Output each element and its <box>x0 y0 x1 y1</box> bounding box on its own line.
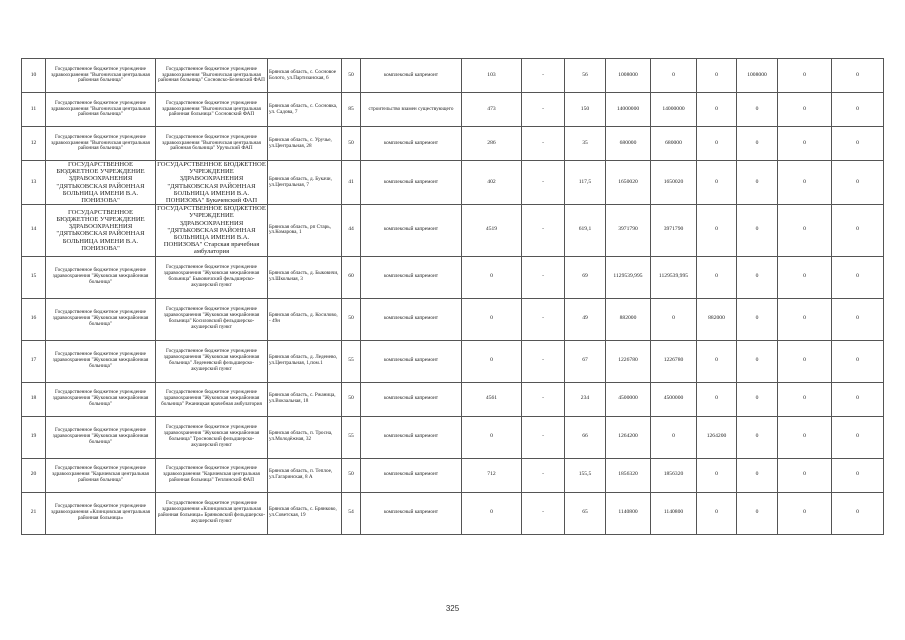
cell-year-4: 0 <box>778 416 832 458</box>
cell-year-2: 0 <box>697 340 737 382</box>
table-row <box>22 127 884 161</box>
cell-work-type: комплексный капремонт <box>361 205 462 256</box>
cell-organization: ГОСУДАРСТВЕННОЕ БЮДЖЕТНОЕ УЧРЕЖДЕНИЕ ЗДРАВООХРАНЕНИЯ "ДЯТЬКОВСКАЯ РАЙОННАЯ БОЛЬНИЦА ИМЕНИ В.А. ПОНИЗОВА" <box>46 205 156 256</box>
cell-work-type: комплексный капремонт <box>361 340 462 382</box>
cell-year-3: 0 <box>737 256 778 298</box>
cell-total-cost: 1129539,995 <box>606 256 651 298</box>
cell-value-8: 65 <box>565 492 606 534</box>
cell-year-4: 0 <box>778 161 832 205</box>
cell-year-3: 0 <box>737 340 778 382</box>
cell-value-4: 50 <box>342 298 361 340</box>
cell-row-number: 13 <box>22 161 46 205</box>
cell-year-3: 0 <box>737 492 778 534</box>
cell-value-4: 85 <box>342 93 361 127</box>
cell-organization: Государственное бюджетное учреждение здравоохранения "Выгоничская центральная районная больница" <box>46 59 156 93</box>
cell-organization: Государственное бюджетное учреждение здравоохранения "Жуковская межрайонная больница" <box>46 416 156 458</box>
cell-value-6: 286 <box>462 127 522 161</box>
cell-facility: Государственное бюджетное учреждение здравоохранения "Карачевская центральная районная больница" Теплинский ФАП <box>156 458 268 492</box>
cell-row-number: 12 <box>22 127 46 161</box>
cell-year-4: 0 <box>778 127 832 161</box>
cell-year-3: 1008000 <box>737 59 778 93</box>
cell-address: Брянская область, д. Леденево, ул.Центральная, 1,пом.1 <box>268 340 342 382</box>
cell-value-6: 0 <box>462 340 522 382</box>
cell-facility: Государственное бюджетное учреждение здравоохранения "Жуковская межрайонная больница" Леденевский фельдшерско-акушерский пункт <box>156 340 268 382</box>
table-row <box>22 298 884 340</box>
table-row <box>22 93 884 127</box>
cell-value-6: 0 <box>462 492 522 534</box>
cell-work-type: комплексный капремонт <box>361 382 462 416</box>
cell-organization: ГОСУДАРСТВЕННОЕ БЮДЖЕТНОЕ УЧРЕЖДЕНИЕ ЗДРАВООХРАНЕНИЯ "ДЯТЬКОВСКАЯ РАЙОННАЯ БОЛЬНИЦА ИМЕНИ В.А. ПОНИЗОВА" <box>46 161 156 205</box>
cell-year-2: 0 <box>697 127 737 161</box>
cell-facility: Государственное бюджетное учреждение здравоохранения "Жуковская межрайонная больница" Тросновский фельдшерско-акушерский пункт <box>156 416 268 458</box>
cell-year-1: 1140800 <box>651 492 697 534</box>
cell-year-5: 0 <box>832 205 884 256</box>
table-row <box>22 340 884 382</box>
cell-value-6: 402 <box>462 161 522 205</box>
cell-year-1: 680000 <box>651 127 697 161</box>
cell-year-3: 0 <box>737 161 778 205</box>
cell-value-4: 44 <box>342 205 361 256</box>
cell-year-4: 0 <box>778 458 832 492</box>
cell-address: Брянская область, с. Сосновка, ул. Садова, 7 <box>268 93 342 127</box>
cell-year-1: 14000000 <box>651 93 697 127</box>
cell-value-7: - <box>522 492 565 534</box>
cell-value-8: 69 <box>565 256 606 298</box>
cell-organization: Государственное бюджетное учреждение здравоохранения "Жуковская межрайонная больница" <box>46 382 156 416</box>
cell-row-number: 18 <box>22 382 46 416</box>
cell-value-4: 50 <box>342 382 361 416</box>
cell-work-type: комплексный капремонт <box>361 298 462 340</box>
cell-year-2: 0 <box>697 458 737 492</box>
cell-address: Брянская область, с. Брянково, ул.Советская, 19 <box>268 492 342 534</box>
table-row <box>22 256 884 298</box>
cell-value-8: 56 <box>565 59 606 93</box>
cell-work-type: комплексный капремонт <box>361 458 462 492</box>
cell-year-4: 0 <box>778 59 832 93</box>
cell-address: Брянская область, д. Быковичи, ул.Школьная, 3 <box>268 256 342 298</box>
cell-row-number: 10 <box>22 59 46 93</box>
cell-organization: Государственное бюджетное учреждение здравоохранения «Клинцовская центральная районная больница» <box>46 492 156 534</box>
cell-year-1: 0 <box>651 59 697 93</box>
cell-work-type: комплексный капремонт <box>361 161 462 205</box>
table-row <box>22 382 884 416</box>
cell-value-4: 55 <box>342 416 361 458</box>
cell-row-number: 20 <box>22 458 46 492</box>
cell-value-4: 55 <box>342 340 361 382</box>
cell-facility: Государственное бюджетное учреждение здравоохранения "Жуковская межрайонная больница" Ржаницкая врачебная амбулатория <box>156 382 268 416</box>
cell-row-number: 21 <box>22 492 46 534</box>
cell-year-4: 0 <box>778 93 832 127</box>
cell-value-8: 155,5 <box>565 458 606 492</box>
cell-row-number: 16 <box>22 298 46 340</box>
cell-year-2: 0 <box>697 256 737 298</box>
cell-year-5: 0 <box>832 59 884 93</box>
cell-year-3: 0 <box>737 382 778 416</box>
cell-row-number: 19 <box>22 416 46 458</box>
cell-value-7: - <box>522 416 565 458</box>
cell-year-1: 0 <box>651 298 697 340</box>
cell-total-cost: 1008000 <box>606 59 651 93</box>
cell-value-4: 60 <box>342 256 361 298</box>
cell-value-8: 35 <box>565 127 606 161</box>
cell-year-2: 0 <box>697 492 737 534</box>
cell-total-cost: 1226780 <box>606 340 651 382</box>
cell-address: Брянская область, с. Ржаница, ул.Вокзальная, 18 <box>268 382 342 416</box>
cell-year-1: 1129539,995 <box>651 256 697 298</box>
cell-value-8: 67 <box>565 340 606 382</box>
cell-facility: Государственное бюджетное учреждение здравоохранения "Выгоничская центральная районная больница" Уручьский ФАП <box>156 127 268 161</box>
cell-year-2: 1264200 <box>697 416 737 458</box>
cell-year-1: 1856320 <box>651 458 697 492</box>
cell-year-3: 0 <box>737 127 778 161</box>
cell-year-1: 3971790 <box>651 205 697 256</box>
cell-value-6: 103 <box>462 59 522 93</box>
cell-total-cost: 882000 <box>606 298 651 340</box>
cell-value-7: - <box>522 59 565 93</box>
cell-total-cost: 3971790 <box>606 205 651 256</box>
cell-year-2: 0 <box>697 382 737 416</box>
cell-work-type: комплексный капремонт <box>361 492 462 534</box>
cell-facility: ГОСУДАРСТВЕННОЕ БЮДЖЕТНОЕ УЧРЕЖДЕНИЕ ЗДРАВООХРАНЕНИЯ "ДЯТЬКОВСКАЯ РАЙОННАЯ БОЛЬНИЦА ИМЕНИ В.А. ПОНИЗОВА" Старская врачебная амбулатория <box>157 205 266 256</box>
cell-facility: Государственное бюджетное учреждение здравоохранения "Выгоничская центральная районная больница" Сосновский ФАП <box>156 93 268 127</box>
cell-value-4: 50 <box>342 59 361 93</box>
cell-year-4: 0 <box>778 492 832 534</box>
cell-year-4: 0 <box>778 340 832 382</box>
cell-work-type: комплексный капремонт <box>361 256 462 298</box>
cell-row-number: 11 <box>22 93 46 127</box>
cell-year-2: 0 <box>697 93 737 127</box>
cell-year-5: 0 <box>832 127 884 161</box>
cell-year-1: 4500000 <box>651 382 697 416</box>
cell-value-7: - <box>522 127 565 161</box>
cell-value-6: 712 <box>462 458 522 492</box>
cell-value-7: - <box>522 340 565 382</box>
cell-year-3: 0 <box>737 458 778 492</box>
cell-work-type: строительство взамен существующего <box>361 93 462 127</box>
cell-year-5: 0 <box>832 256 884 298</box>
cell-address: Брянская область, д. Букачи, ул.Центральная, 7 <box>268 161 342 205</box>
cell-value-8: 66 <box>565 416 606 458</box>
cell-facility: ГОСУДАРСТВЕННОЕ БЮДЖЕТНОЕ УЧРЕЖДЕНИЕ ЗДРАВООХРАНЕНИЯ "ДЯТЬКОВСКАЯ РАЙОННАЯ БОЛЬНИЦА ИМЕНИ В.А. ПОНИЗОВА" Букачевский ФАП <box>157 161 266 205</box>
cell-address: Брянская область, с. Уручье, ул.Центральная, 28 <box>268 127 342 161</box>
cell-organization: Государственное бюджетное учреждение здравоохранения "Жуковская межрайонная больница" <box>46 298 156 340</box>
cell-address: Брянская область, п. Тросна, ул.Молодёжная, 32 <box>268 416 342 458</box>
cell-year-4: 0 <box>778 382 832 416</box>
cell-year-3: 0 <box>737 93 778 127</box>
cell-facility: Государственное бюджетное учреждение здравоохранения «Клинцовская центральная районная больница» Брянковский фельдшерско-акушерский пункт <box>156 492 268 534</box>
cell-year-5: 0 <box>832 93 884 127</box>
cell-total-cost: 14000000 <box>606 93 651 127</box>
cell-facility: Государственное бюджетное учреждение здравоохранения "Выгоничская центральная районная больница" Сосновско-Белевский ФАП <box>156 59 268 93</box>
cell-value-7: - <box>522 458 565 492</box>
cell-work-type: комплексный капремонт <box>361 127 462 161</box>
cell-address: Брянская область, с. Сосновое Болото, ул.Партизанская, 6 <box>268 59 342 93</box>
cell-year-4: 0 <box>778 205 832 256</box>
cell-year-2: 882000 <box>697 298 737 340</box>
cell-address: Брянская область, д. Косилово, - 49н <box>268 298 342 340</box>
cell-value-6: 4561 <box>462 382 522 416</box>
cell-year-1: 0 <box>651 416 697 458</box>
cell-total-cost: 1264200 <box>606 416 651 458</box>
cell-total-cost: 4500000 <box>606 382 651 416</box>
cell-value-7: - <box>522 256 565 298</box>
cell-value-7: - <box>522 161 565 205</box>
table-row <box>22 59 884 93</box>
cell-organization: Государственное бюджетное учреждение здравоохранения "Выгоничская центральная районная больница" <box>46 93 156 127</box>
cell-value-6: 473 <box>462 93 522 127</box>
cell-value-4: 54 <box>342 492 361 534</box>
cell-value-8: 150 <box>565 93 606 127</box>
cell-facility: Государственное бюджетное учреждение здравоохранения "Жуковская межрайонная больница" Косиловский фельдшерско-акушерский пункт <box>156 298 268 340</box>
cell-row-number: 17 <box>22 340 46 382</box>
cell-facility: Государственное бюджетное учреждение здравоохранения "Жуковская межрайонная больница" Быковичский фельдшерско-акушерский пункт <box>156 256 268 298</box>
cell-value-6: 0 <box>462 298 522 340</box>
cell-organization: Государственное бюджетное учреждение здравоохранения "Выгоничская центральная районная больница" <box>46 127 156 161</box>
cell-value-4: 41 <box>342 161 361 205</box>
cell-organization: Государственное бюджетное учреждение здравоохранения "Жуковская межрайонная больница" <box>46 340 156 382</box>
cell-year-4: 0 <box>778 298 832 340</box>
cell-address: Брянская область, п. Теплое, ул.Гагаринская, 8 А <box>268 458 342 492</box>
cell-value-4: 50 <box>342 127 361 161</box>
cell-year-5: 0 <box>832 458 884 492</box>
table-row <box>22 458 884 492</box>
cell-total-cost: 1856320 <box>606 458 651 492</box>
table-row <box>22 161 884 205</box>
cell-year-3: 0 <box>737 205 778 256</box>
cell-year-5: 0 <box>832 161 884 205</box>
facilities-table <box>21 58 884 535</box>
cell-value-7: - <box>522 93 565 127</box>
cell-organization: Государственное бюджетное учреждение здравоохранения "Карачевская центральная районная больница" <box>46 458 156 492</box>
table-body <box>22 59 884 535</box>
cell-work-type: комплексный капремонт <box>361 59 462 93</box>
cell-value-7: - <box>522 382 565 416</box>
cell-year-5: 0 <box>832 416 884 458</box>
cell-value-6: 0 <box>462 416 522 458</box>
page-number: 325 <box>445 604 460 613</box>
cell-year-4: 0 <box>778 256 832 298</box>
cell-address: Брянская область, рп Старь, ул.Комарова, 1 <box>268 205 342 256</box>
cell-value-8: 117,5 <box>565 161 606 205</box>
cell-value-7: - <box>522 298 565 340</box>
cell-value-8: 619,1 <box>565 205 606 256</box>
cell-year-1: 1650020 <box>651 161 697 205</box>
cell-work-type: комплексный капремонт <box>361 416 462 458</box>
cell-value-4: 50 <box>342 458 361 492</box>
cell-value-8: 234 <box>565 382 606 416</box>
cell-total-cost: 680000 <box>606 127 651 161</box>
cell-year-5: 0 <box>832 340 884 382</box>
cell-year-5: 0 <box>832 382 884 416</box>
table-row <box>22 492 884 534</box>
cell-value-8: 49 <box>565 298 606 340</box>
cell-year-2: 0 <box>697 59 737 93</box>
cell-value-6: 0 <box>462 256 522 298</box>
cell-year-2: 0 <box>697 161 737 205</box>
cell-year-3: 0 <box>737 298 778 340</box>
cell-row-number: 14 <box>22 205 46 256</box>
cell-year-5: 0 <box>832 492 884 534</box>
table-row <box>22 416 884 458</box>
cell-row-number: 15 <box>22 256 46 298</box>
cell-organization: Государственное бюджетное учреждение здравоохранения "Жуковская межрайонная больница" <box>46 256 156 298</box>
cell-value-7: - <box>522 205 565 256</box>
cell-year-5: 0 <box>832 298 884 340</box>
cell-year-2: 0 <box>697 205 737 256</box>
cell-value-6: 4519 <box>462 205 522 256</box>
cell-total-cost: 1140800 <box>606 492 651 534</box>
table-row <box>22 205 884 256</box>
cell-total-cost: 1650020 <box>606 161 651 205</box>
cell-year-3: 0 <box>737 416 778 458</box>
cell-year-1: 1226780 <box>651 340 697 382</box>
